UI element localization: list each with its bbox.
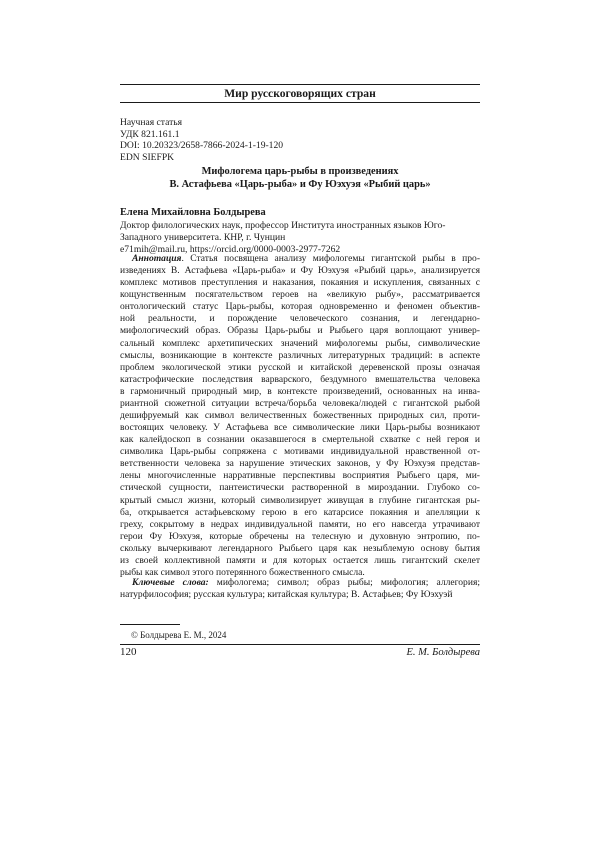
- article-title: [120, 166, 480, 191]
- footer-rule: [120, 644, 480, 645]
- abstract-line: лены многочисленные нарративные перспективы восприятия Рыбьего царя, ми-: [120, 470, 480, 482]
- abstract-line: кощунственным посягательством героев на «великую рыбу», рассматривается: [120, 289, 480, 301]
- footnote-rule: [120, 624, 180, 625]
- article-type: Научная статья: [120, 117, 183, 128]
- abstract-line: востоящих человеку. У Астафьева все символические лики Царь-рыбы возникают: [120, 422, 480, 434]
- abstract-line: проблем экологической этики русской и китайской деревенской прозы означая: [120, 361, 480, 373]
- abstract: [120, 253, 480, 579]
- abstract-line: катастрофические последствия варварского, бездумного вмешательства человека: [120, 373, 480, 385]
- abstract-line: из своей коллективной памяти и для которых остается лишь гигантский скелет: [120, 554, 480, 566]
- title-line-2: В. Астафьева «Царь-рыба» и Фу Юэхуэя «Рыбий царь»: [169, 178, 431, 190]
- abstract-line: смыслы, возникающие в контексте различных литературных традиций: в аспекте: [120, 349, 480, 361]
- abstract-line: как калейдоскоп в сознании оказавшегося в смертельной схватке с ней героя и: [120, 434, 480, 446]
- header-top-rule: [120, 84, 480, 85]
- abstract-line: скольку вычеркивают легендарного Рыбьего царя как незыблемую основу бытия: [120, 542, 480, 554]
- abstract-label: Аннотация: [132, 253, 182, 264]
- abstract-text: . Статья посвящена анализу мифологемы гигантской рыбы в про-: [181, 253, 480, 264]
- abstract-line: изведениях В. Астафьева «Царь-рыба» и Фу Юэхуэя «Рыбий царь», анализируется: [120, 265, 480, 277]
- abstract-line: ной реальности, и порождение человеческого сознания, и легендарно-: [120, 313, 480, 325]
- affiliation-line: Западного университета. КНР, г. Чунцин: [120, 232, 286, 243]
- keywords-label: Ключевые слова:: [132, 577, 209, 588]
- affiliation-line: Доктор филологических наук, профессор Института иностранных языков Юго-: [120, 220, 446, 231]
- abstract-line: мифологический образ. Образы Царь-рыбы и Рыбьего царя воплощают универ-: [120, 325, 480, 337]
- copyright-note: © Болдырева Е. М., 2024: [131, 630, 227, 640]
- abstract-line: греху, сокрытому в недрах индивидуальной памяти, но его навсегда утрачивают: [120, 518, 480, 530]
- edn: EDN SIEFPK: [120, 151, 175, 163]
- abstract-line: ба, открывается астафьевскому герою в его катарсисе покаяния и апелляции к: [120, 506, 480, 518]
- keywords: [120, 577, 480, 601]
- abstract-line: сальный комплекс архетипических значений мифологемы рыбы, символические: [120, 337, 480, 349]
- author-contacts: e71mih@mail.ru, https://orcid.org/0000-0003-2977-7262: [120, 244, 341, 255]
- page-number: 120: [120, 646, 137, 658]
- keywords-text: мифологема; символ; образ рыбы; мифология; аллегория;: [208, 577, 480, 588]
- running-author: Е. М. Болдырева: [406, 647, 480, 658]
- abstract-line: комплекс мотивов преступления и наказания, покаяния и искупления, связанных с: [120, 277, 480, 289]
- abstract-line: в гармоничный природный мир, в контексте произведений, основанных на инва-: [120, 385, 480, 397]
- udc-code: УДК 821.161.1: [120, 128, 180, 140]
- title-line-1: Мифологема царь-рыбы в произведениях: [201, 166, 399, 177]
- keywords-line: натурфилософия; русская культура; китайская культура; В. Астафьев; Фу Юэхуэй: [120, 589, 453, 601]
- keywords-first-line: [120, 577, 480, 589]
- author-name: Елена Михайловна Болдырева: [120, 207, 266, 218]
- abstract-line: стической сущности, пантеистически растворенной в мироздании. Глубоко со-: [120, 482, 480, 494]
- abstract-line: символика Царь-рыбы сопряжена с мотивами индивидуальной нравственной от-: [120, 446, 480, 458]
- header-bottom-rule: [120, 102, 480, 103]
- running-header: Мир русскоговорящих стран: [224, 87, 376, 100]
- abstract-line: ветственности человека за нарушение этических законов, у Фу Юэхуэя представ-: [120, 458, 480, 470]
- abstract-line: онтологический статус Царь-рыбы, которая одновременно и феномен объектив-: [120, 301, 480, 313]
- abstract-line: дешифруемый как символ величественных божественных природных сил, проти-: [120, 410, 480, 422]
- abstract-first-line: [120, 253, 480, 265]
- abstract-line: герои Фу Юэхуэя, которые обречены на телесную и духовную энтропию, по-: [120, 530, 480, 542]
- author-affiliation: [120, 220, 482, 256]
- abstract-line: риантной сюжетной ситуации встреча/борьба человека/людей с гигантской рыбой: [120, 397, 480, 409]
- doi: DOI: 10.20323/2658-7866-2024-1-19-120: [120, 140, 284, 152]
- abstract-line: крытый смысл жизни, который символизирует живущая в глубине гигантская ры-: [120, 494, 480, 506]
- abstract-line: рыбы как символ этого потерянного божественного смысла.: [120, 567, 365, 579]
- article-meta: [120, 117, 283, 163]
